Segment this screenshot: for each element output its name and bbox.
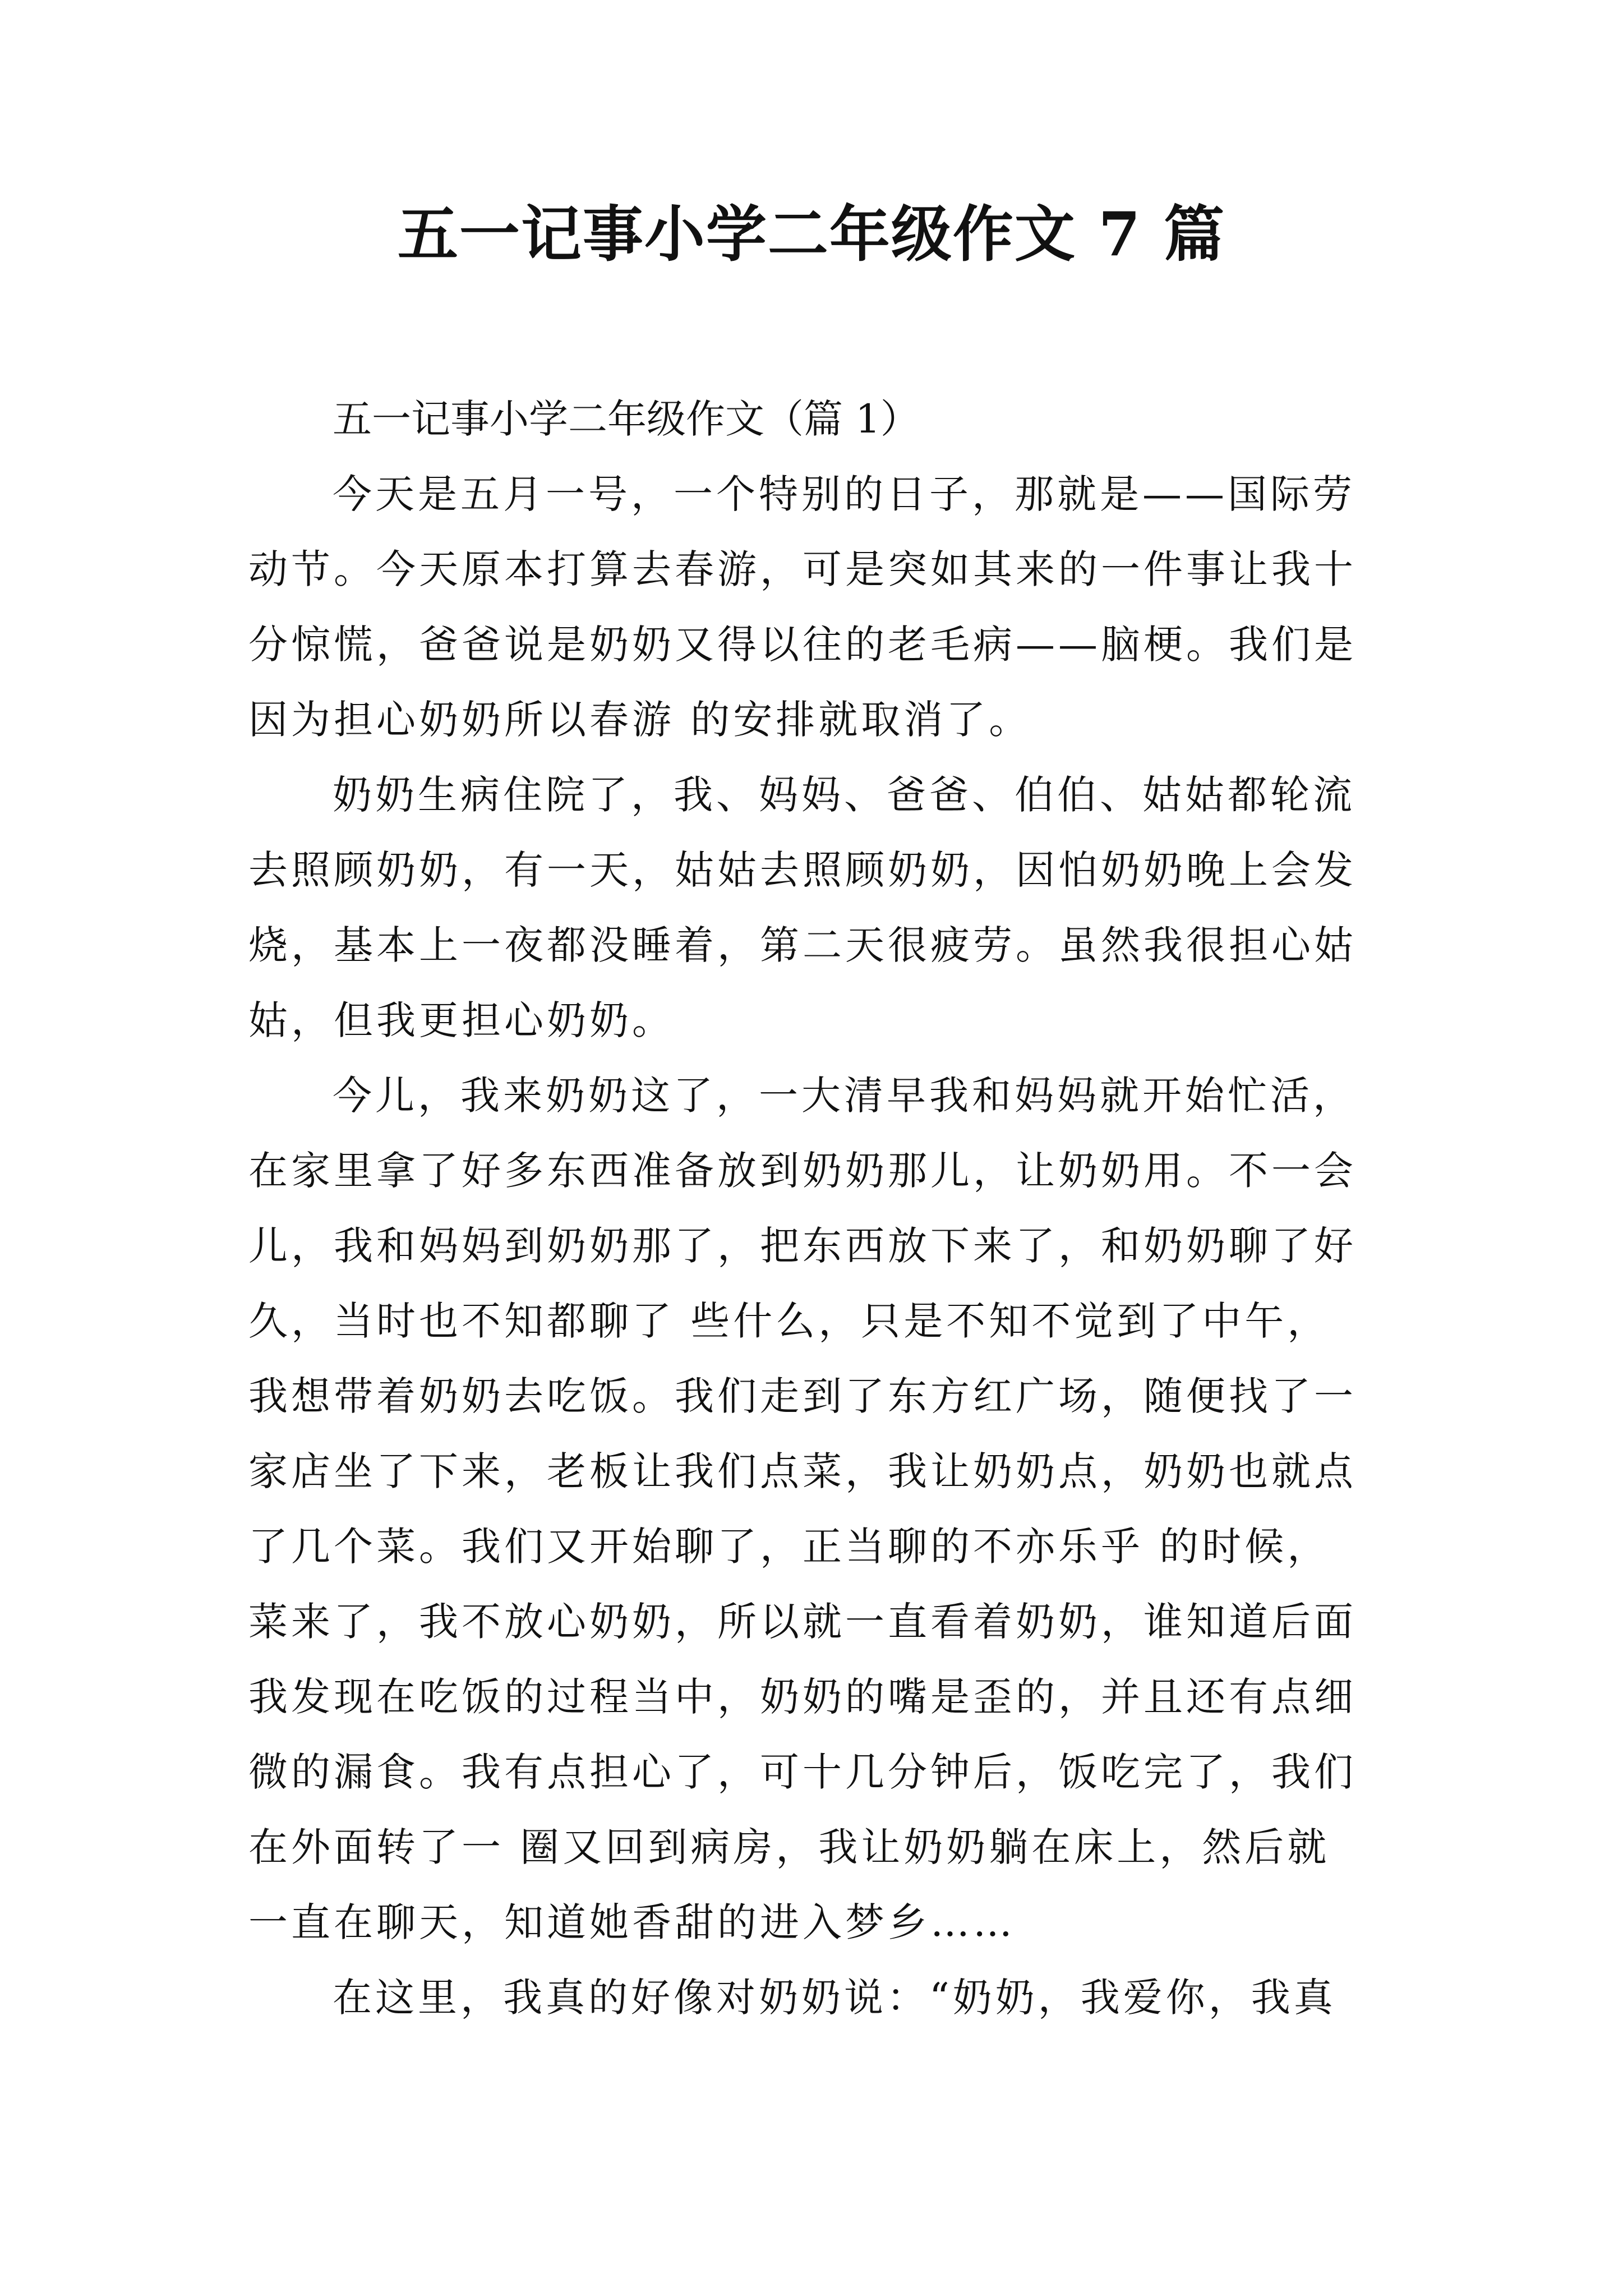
paragraph-line: 久，当时也不知都聊了 些什么，只是不知不觉到了中午， [248,1298,1330,1344]
paragraph-line: 微的漏食。我有点担心了，可十几分钟后，饭吃完了，我们 [248,1749,1357,1795]
paragraph-line: 今天是五月一号，一个特别的日子，那就是——国际劳 [333,471,1355,517]
paragraph-line: 分惊慌，爸爸说是奶奶又得以往的老毛病——脑梗。我们是 [248,622,1357,668]
paragraph-line: 奶奶生病住院了，我、妈妈、爸爸、伯伯、姑姑都轮流 [333,772,1355,818]
paragraph-line: 今儿，我来奶奶这了，一大清早我和妈妈就开始忙活， [333,1073,1355,1119]
paragraph-line: 家店坐了下来，老板让我们点菜，我让奶奶点，奶奶也就点 [248,1448,1357,1494]
paragraph-line: 去照顾奶奶，有一天，姑姑去照顾奶奶，因怕奶奶晚上会发 [248,847,1357,893]
paragraph-line: 儿，我和妈妈到奶奶那了，把东西放下来了，和奶奶聊了好 [248,1223,1357,1269]
paragraph-line: 姑，但我更担心奶奶。 [248,997,675,1043]
paragraph-line: 了几个菜。我们又开始聊了，正当聊的不亦乐乎 的时候， [248,1524,1330,1570]
paragraph-line: 动节。今天原本打算去春游，可是突如其来的一件事让我十 [248,546,1357,592]
paragraph-4 [248,1960,1381,2035]
document-body [248,381,1381,2035]
paragraph-line: 因为担心奶奶所以春游 的安排就取消了。 [248,697,1032,743]
document-title: 五一记事小学二年级作文 7 篇 [397,199,1226,270]
paragraph-line: 烧，基本上一夜都没睡着，第二天很疲劳。虽然我很担心姑 [248,922,1357,968]
paragraph-line: 在这里，我真的好像对奶奶说：“奶奶，我爱你，我真 [333,1975,1336,2021]
paragraph-line: 一直在聊天，知道她香甜的进入梦乡…… [248,1899,1016,1945]
paragraph-line: 在外面转了一 圈又回到病房，我让奶奶躺在床上，然后就 [248,1824,1330,1870]
paragraph-line: 我发现在吃饭的过程当中，奶奶的嘴是歪的，并且还有点细 [248,1674,1357,1720]
paragraph-2 [248,757,1381,1058]
paragraph-line: 在家里拿了好多东西准备放到奶奶那儿，让奶奶用。不一会 [248,1148,1357,1194]
paragraph-3 [248,1058,1381,1960]
paragraph-line: 菜来了，我不放心奶奶，所以就一直看着奶奶，谁知道后面 [248,1599,1357,1645]
paragraph-line: 我想带着奶奶去吃饭。我们走到了东方红广场，随便找了一 [248,1373,1357,1419]
paragraph-1 [248,457,1381,757]
section-heading: 五一记事小学二年级作文（篇 1） [333,396,920,442]
